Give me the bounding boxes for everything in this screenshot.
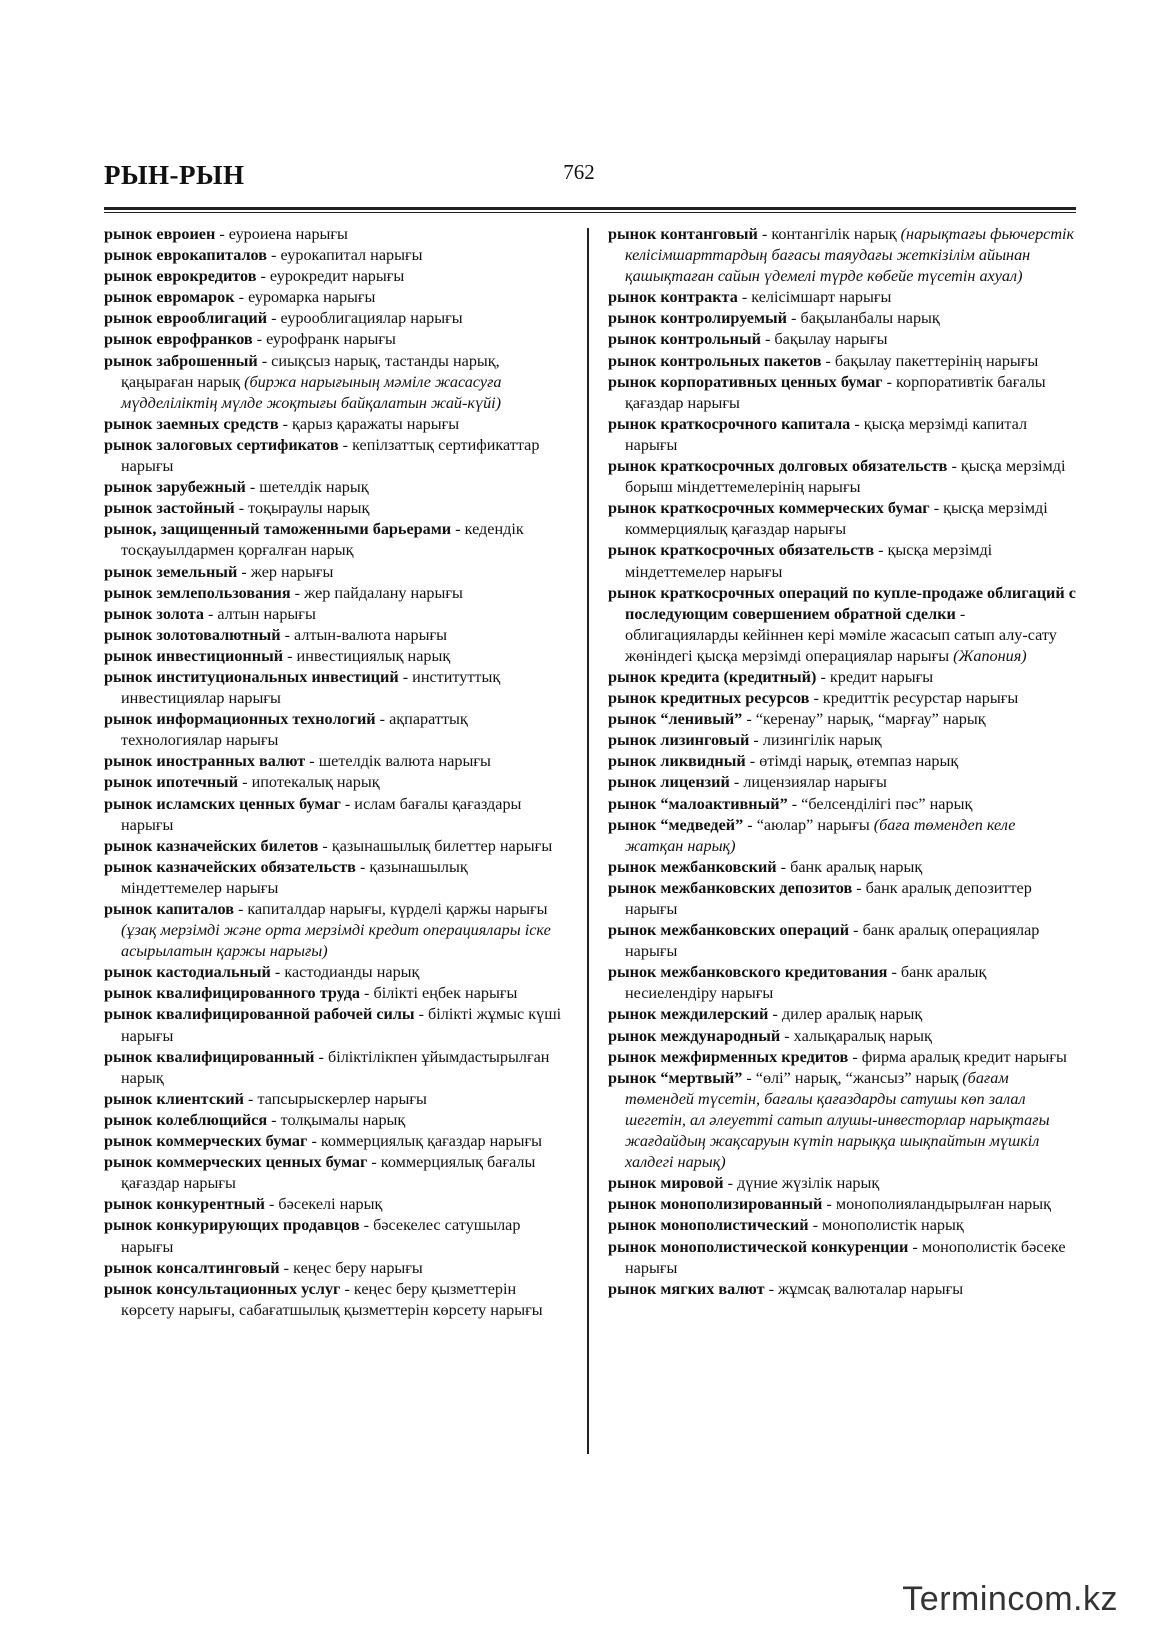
- entry-term: рынок межбанковских депозитов: [608, 878, 853, 897]
- dictionary-entry: [608, 329, 1076, 350]
- dictionary-entry: [104, 646, 570, 667]
- entry-definition: - фирма аралық кредит нарығы: [848, 1047, 1067, 1066]
- dictionary-entry: [104, 519, 570, 561]
- entry-definition: - еурофранк нарығы: [252, 330, 396, 349]
- entry-definition: - еурооблигациялар нарығы: [267, 309, 463, 328]
- entry-definition: - лизингілік нарық: [749, 731, 882, 750]
- column-divider: [587, 228, 589, 1454]
- entry-definition: - қарыз қаражаты нарығы: [278, 414, 460, 433]
- entry-term: рынок золотовалютный: [104, 625, 281, 644]
- entry-term: рынок межбанковского кредитования: [608, 963, 888, 982]
- entry-term: рынок консультационных услуг: [104, 1279, 341, 1298]
- entry-definition: - қазынашылық билеттер нарығы: [318, 836, 553, 855]
- entry-term: рынок “медведей”: [608, 815, 744, 834]
- entry-definition: - шетелдік нарық: [245, 478, 369, 497]
- entry-term: рынок колеблющийся: [104, 1110, 268, 1129]
- entry-definition: - кредиттік ресурстар нарығы: [809, 689, 1019, 708]
- entry-term: рынок “малоактивный”: [608, 794, 788, 813]
- entry-note: (ұзақ мерзімді және орта мерзімді кредит операциялары іске асырылатын қаржы нарығы): [121, 921, 551, 961]
- dictionary-entry: [608, 1047, 1076, 1068]
- entry-definition: - кепілзаттық сертификаттар нарығы: [121, 435, 540, 476]
- entry-definition: - алтын-валюта нарығы: [280, 625, 448, 644]
- entry-term: рынок “мертвый”: [608, 1068, 743, 1087]
- entry-definition: - бәсекелес сатушылар нарығы: [121, 1216, 521, 1256]
- entry-term: рынок краткосрочных коммерческих бумаг: [608, 499, 930, 518]
- entry-definition: - білікті жұмыс күші нарығы: [121, 1005, 562, 1045]
- entry-definition: - тапсырыскерлер нарығы: [244, 1089, 427, 1108]
- dictionary-entry: [608, 1215, 1076, 1236]
- dictionary-entry: [608, 857, 1076, 878]
- entry-term: рынок коммерческих бумаг: [104, 1132, 308, 1151]
- entry-term: рынок краткосрочных обязательств: [608, 541, 875, 560]
- entry-term: рынок земельный: [104, 562, 238, 581]
- entry-term: рынок кредитных ресурсов: [608, 689, 810, 708]
- entry-definition: - бақылау пакеттерінің нарығы: [821, 351, 1039, 370]
- entry-definition: - ислам бағалы қағаздары нарығы: [121, 794, 522, 834]
- dictionary-entry: [608, 1279, 1076, 1300]
- entry-note: (биржа нарығының мәміле жасасуға мүдделіліктің мүлде жоқтығы байқалатын жай-күйі): [121, 372, 502, 412]
- dictionary-entry: [608, 1004, 1076, 1025]
- dictionary-entry: [104, 245, 570, 266]
- dictionary-entry: [104, 329, 570, 350]
- dictionary-entry: [608, 308, 1076, 329]
- entry-definition: - еурокапитал нарығы: [266, 246, 423, 265]
- entry-term: рынок монополистической конкуренции: [608, 1237, 909, 1256]
- dictionary-entry: [104, 435, 570, 477]
- entry-definition: - контангілік нарық: [757, 225, 901, 243]
- entry-definition: - коммерциялық қағаздар нарығы: [307, 1132, 542, 1151]
- dictionary-entry: [608, 709, 1076, 730]
- dictionary-entry: [608, 1173, 1076, 1194]
- header-rule: [104, 207, 1076, 213]
- entry-definition: - жер нарығы: [237, 562, 334, 581]
- dictionary-entry: [104, 667, 570, 709]
- entry-term: рынок монополизированный: [608, 1195, 823, 1214]
- entry-definition: - монополистік бәсеке нарығы: [625, 1237, 1066, 1277]
- entry-definition: - еуроиена нарығы: [215, 225, 348, 243]
- entry-term: рынок иностранных валют: [104, 752, 306, 771]
- entry-definition: - кеңес беру нарығы: [279, 1258, 423, 1277]
- dictionary-entry: [104, 857, 570, 899]
- entry-definition: - ақпараттық технологиялар нарығы: [121, 710, 468, 750]
- entry-term: рынок мягких валют: [608, 1279, 765, 1298]
- dictionary-entry: [608, 1026, 1076, 1047]
- dictionary-entry: [104, 983, 570, 1004]
- dictionary-entry: [104, 224, 570, 245]
- dictionary-entry: [104, 794, 570, 836]
- entry-term: рынок инвестиционный: [104, 646, 284, 665]
- entry-definition: - кеңес беру қызметтерін көрсету нарығы, сабағатшылық қызметтерін көрсету нарығы: [121, 1279, 543, 1319]
- entry-definition: - кредит нарығы: [816, 667, 934, 686]
- entry-definition: - институттық инвестициялар нарығы: [121, 667, 501, 708]
- dictionary-entry: [104, 836, 570, 857]
- entry-definition: - капиталдар нарығы, күрделі қаржы нарығы: [233, 900, 548, 918]
- entry-term: рынок информационных технологий: [104, 710, 376, 729]
- entry-definition: - “өлі” нарық, “жансыз” нарық: [742, 1068, 963, 1087]
- dictionary-entry: [608, 920, 1076, 962]
- entry-definition: - инвестициялық нарық: [283, 646, 451, 665]
- entry-term: рынок казначейских обязательств: [104, 857, 356, 876]
- entry-definition: - тоқыраулы нарық: [234, 499, 370, 518]
- dictionary-entry: [104, 1089, 570, 1110]
- dictionary-entry: [104, 751, 570, 772]
- dictionary-entry: [104, 477, 570, 498]
- entry-term: рынок кредита (кредитный): [608, 667, 817, 686]
- entry-note: (бағам төмендей түсетін, бағалы қағаздарды сатушы көп залал шегетін, ал әлеуетті сатып алушы-инвесторлар нарықтағы жағдайдың жақсаруын күтіп нарыққа шықпайтын мүшкіл халдегі нарық): [625, 1068, 1050, 1172]
- entry-definition: - қысқа мерзімді міндеттемелер нарығы: [625, 541, 993, 581]
- entry-term: рынок еврокапиталов: [104, 246, 267, 265]
- entry-term: рынок краткосрочных операций по купле-продаже облигаций с последующим совершением обратной сделки: [608, 583, 1076, 623]
- dictionary-entry: [608, 456, 1076, 498]
- entry-term: рынок международный: [608, 1026, 781, 1045]
- dictionary-entry: [104, 266, 570, 287]
- logo-text: ermincom.kz: [919, 1580, 1118, 1618]
- entry-term: рынок мировой: [608, 1174, 724, 1193]
- entry-term: рынок еврооблигаций: [104, 309, 268, 328]
- dictionary-entry: [104, 1131, 570, 1152]
- entry-note: (Жапония): [953, 646, 1027, 665]
- terminology-logo: [902, 1580, 1118, 1619]
- entry-term: рынок застойный: [104, 499, 235, 518]
- dictionary-entry: [608, 583, 1076, 667]
- entry-definition: - банк аралық операциялар нарығы: [625, 921, 1040, 961]
- dictionary-entry: [104, 899, 570, 962]
- dictionary-entry: [608, 772, 1076, 793]
- entry-term: рынок квалифицированного труда: [104, 984, 360, 1003]
- dictionary-entry: [608, 878, 1076, 920]
- entry-term: рынок ипотечный: [104, 773, 239, 792]
- logo-letter: T: [902, 1580, 920, 1618]
- dictionary-entry: [608, 1194, 1076, 1215]
- entry-definition: - корпоративтік бағалы қағаздар нарығы: [625, 372, 1046, 412]
- entry-term: рынок евроиен: [104, 225, 216, 243]
- entry-definition: - бәсекелі нарық: [264, 1195, 383, 1214]
- entry-definition: - толқымалы нарық: [267, 1110, 406, 1129]
- entry-term: рынок корпоративных ценных бумаг: [608, 372, 883, 391]
- entry-definition: - облигацияларды кейіннен кері мәміле жасасып сатып алу-сату жөніндегі қысқа мерзімді операциялар нарығы: [625, 604, 1057, 665]
- entry-term: рынок межфирменных кредитов: [608, 1047, 849, 1066]
- dictionary-entry: [104, 583, 570, 604]
- entry-definition: - келісімшарт нарығы: [737, 288, 892, 307]
- entry-term: рынок контанговый: [608, 225, 758, 243]
- entry-term: рынок квалифицированный: [104, 1047, 315, 1066]
- dictionary-entry: [608, 540, 1076, 582]
- entry-definition: - “керенау” нарық, “марғау” нарық: [742, 710, 986, 729]
- dictionary-entry: [608, 414, 1076, 456]
- entry-term: рынок еврокредитов: [104, 267, 257, 286]
- entry-term: рынок золота: [104, 604, 204, 623]
- entry-definition: - еуромарка нарығы: [234, 288, 376, 307]
- entry-term: рынок коммерческих ценных бумаг: [104, 1153, 368, 1172]
- entry-definition: - кедендік тосқауылдармен қорғалған нарық: [121, 520, 524, 560]
- dictionary-entry: [608, 351, 1076, 372]
- entry-term: рынок еврофранков: [104, 330, 253, 349]
- entry-definition: - өтімді нарық, өтемпаз нарық: [745, 752, 959, 771]
- entry-term: рынок конкурентный: [104, 1195, 265, 1214]
- entry-definition: - “белсенділігі пәс” нарық: [787, 794, 973, 813]
- entry-definition: - қазынашылық міндеттемелер нарығы: [121, 857, 468, 897]
- entry-definition: - қысқа мерзімді коммерциялық қағаздар нарығы: [625, 499, 1048, 539]
- dictionary-entry: [104, 1110, 570, 1131]
- page-number: 762: [563, 160, 595, 184]
- entry-definition: - монополияландырылған нарық: [822, 1195, 1051, 1214]
- entry-term: рынок “ленивый”: [608, 710, 743, 729]
- entry-definition: - банк аралық несиелендіру нарығы: [625, 963, 987, 1003]
- entry-term: рынок залоговых сертификатов: [104, 435, 339, 454]
- dictionary-entry: [104, 1279, 570, 1321]
- dictionary-entry: [104, 604, 570, 625]
- entry-term: рынок евромарок: [104, 288, 235, 307]
- entry-definition: - “аюлар” нарығы: [743, 815, 874, 834]
- entry-note: (нарықтағы фьючерстік келісімшарттардың бағасы таяудағы жеткізілім айынан қашықтаған сайын үдемелі түрде көбейе түсетін ахуал): [625, 225, 1075, 286]
- entry-term: рынок зарубежный: [104, 478, 246, 497]
- entry-definition: - бақыланбалы нарық: [786, 309, 940, 328]
- entry-definition: - дилер аралық нарық: [768, 1005, 923, 1024]
- entry-term: рынок конкурирующих продавцов: [104, 1216, 360, 1235]
- entry-term: рынок исламских ценных бумаг: [104, 794, 341, 813]
- dictionary-entry: [104, 625, 570, 646]
- entry-term: рынок краткосрочных долговых обязательств: [608, 457, 948, 476]
- entry-term: рынок клиентский: [104, 1089, 244, 1108]
- entry-definition: - коммерциялық бағалы қағаздар нарығы: [121, 1153, 536, 1193]
- entry-term: рынок капиталов: [104, 900, 234, 918]
- dictionary-entry: [104, 308, 570, 329]
- dictionary-entry: [608, 751, 1076, 772]
- entry-definition: - шетелдік валюта нарығы: [305, 752, 491, 771]
- entry-term: рынок контракта: [608, 288, 738, 307]
- entry-term: рынок межбанковский: [608, 857, 777, 876]
- entry-term: рынок заемных средств: [104, 414, 279, 433]
- dictionary-entry: [104, 962, 570, 983]
- entry-term: рынок контрольный: [608, 330, 761, 349]
- entry-term: рынок монополистический: [608, 1216, 809, 1235]
- entry-definition: - жер пайдалану нарығы: [290, 583, 463, 602]
- dictionary-entry: [608, 498, 1076, 540]
- dictionary-entry: [608, 962, 1076, 1004]
- dictionary-entry: [608, 667, 1076, 688]
- entry-definition: - сиықсыз нарық, тастанды нарық, қаңыраған нарық: [121, 351, 500, 391]
- entry-definition: - дүние жүзілік нарық: [723, 1174, 880, 1193]
- entry-definition: - еурокредит нарығы: [256, 267, 405, 286]
- entry-definition: - монополистік нарық: [808, 1216, 964, 1235]
- entry-definition: - жұмсақ валюталар нарығы: [764, 1279, 964, 1298]
- entry-definition: - қысқа мерзімді капитал нарығы: [625, 414, 1028, 454]
- entry-term: рынок контролируемый: [608, 309, 787, 328]
- entry-note: (баға төмендеп келе жатқан нарық): [625, 815, 1016, 855]
- entry-term: рынок лицензий: [608, 773, 730, 792]
- entry-term: рынок междилерский: [608, 1005, 769, 1024]
- dictionary-entry: [608, 287, 1076, 308]
- entry-term: рынок казначейских билетов: [104, 836, 319, 855]
- entry-term: рынок консалтинговый: [104, 1258, 280, 1277]
- entry-definition: - ипотекалық нарық: [238, 773, 380, 792]
- dictionary-entry: [104, 1194, 570, 1215]
- dictionary-entry: [104, 562, 570, 583]
- dictionary-entry: [608, 372, 1076, 414]
- dictionary-entry: [104, 414, 570, 435]
- entry-definition: - білікті еңбек нарығы: [360, 984, 518, 1003]
- entry-definition: - кастодианды нарық: [270, 963, 420, 982]
- dictionary-entry: [104, 709, 570, 751]
- entry-term: рынок краткосрочного капитала: [608, 414, 851, 433]
- dictionary-entry: [608, 794, 1076, 815]
- dictionary-entry: [104, 351, 570, 414]
- dictionary-entry: [608, 815, 1076, 857]
- dictionary-entry: [608, 224, 1076, 287]
- entry-definition: - алтын нарығы: [203, 604, 316, 623]
- entry-definition: - банк аралық депозиттер нарығы: [625, 878, 1032, 918]
- dictionary-entry: [104, 1047, 570, 1089]
- dictionary-entry: [608, 1237, 1076, 1279]
- entry-term: рынок лизинговый: [608, 731, 750, 750]
- entry-term: рынок межбанковских операций: [608, 921, 850, 940]
- dictionary-entry: [608, 730, 1076, 751]
- left-column: [104, 224, 570, 1321]
- dictionary-entry: [104, 1215, 570, 1257]
- entry-term: рынок кастодиальный: [104, 963, 271, 982]
- entry-term: рынок заброшенный: [104, 351, 258, 370]
- entry-definition: - банк аралық нарық: [776, 857, 923, 876]
- dictionary-entry: [608, 1068, 1076, 1173]
- right-column: [608, 224, 1076, 1300]
- entry-term: рынок землепользования: [104, 583, 291, 602]
- dictionary-entry: [104, 287, 570, 308]
- entry-definition: - біліктілікпен ұйымдастырылған нарық: [121, 1047, 550, 1087]
- dictionary-entry: [104, 1258, 570, 1279]
- dictionary-entry: [608, 688, 1076, 709]
- entry-definition: - бақылау нарығы: [760, 330, 888, 349]
- dictionary-entry: [104, 772, 570, 793]
- entry-term: рынок квалифицированной рабочей силы: [104, 1005, 415, 1024]
- running-head: РЫН-РЫН: [104, 160, 245, 190]
- dictionary-entry: [104, 1004, 570, 1046]
- entry-term: рынок, защищенный таможенными барьерами: [104, 520, 452, 539]
- dictionary-entry: [104, 498, 570, 519]
- dictionary-entry: [104, 1152, 570, 1194]
- entry-term: рынок ликвидный: [608, 752, 746, 771]
- entry-definition: - лицензиялар нарығы: [729, 773, 887, 792]
- entry-term: рынок контрольных пакетов: [608, 351, 822, 370]
- entry-definition: - халықаралық нарық: [780, 1026, 932, 1045]
- entry-definition: - қысқа мерзімді борыш міндеттемелерінің нарығы: [625, 457, 1066, 497]
- entry-term: рынок институциональных инвестиций: [104, 667, 399, 686]
